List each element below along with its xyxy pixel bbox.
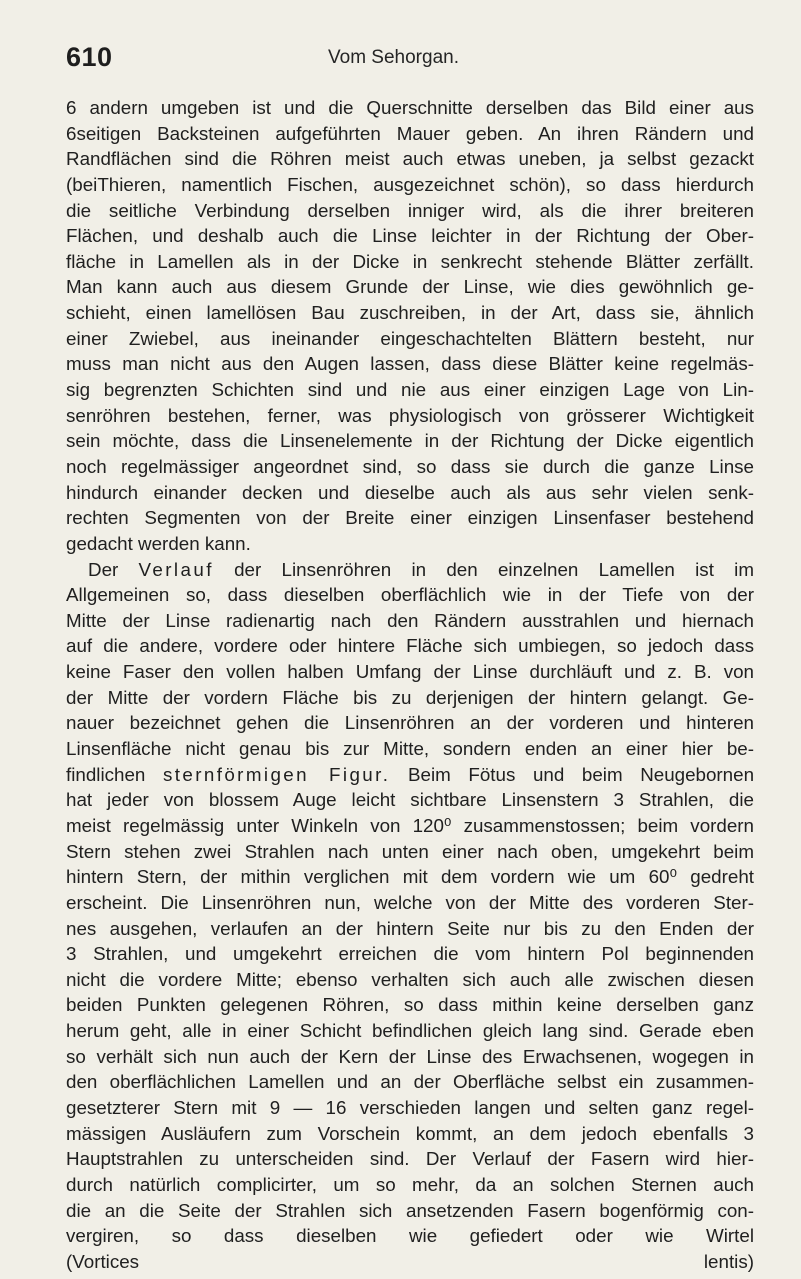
page-number: 610 — [66, 42, 113, 72]
text-line: Stern stehen zwei Strahlen nach unten einer nach oben, umgekehrt beim — [66, 840, 754, 862]
text-line: die an die Seite der Strahlen sich ansetzenden Fasern bogenförmig con- — [66, 1199, 754, 1221]
text-line: so verhält sich nun auch der Kern der Linse des Erwachsenen, wogegen in — [66, 1045, 754, 1067]
text-line: senröhren bestehen, ferner, was physiologisch von grösserer Wichtigkeit — [66, 404, 754, 426]
page-header — [66, 20, 756, 72]
text-line: Mitte der Linse radienartig nach den Rändern ausstrahlen und hiernach — [66, 609, 754, 631]
text-line: Linsenfläche nicht genau bis zur Mitte, sondern enden an einer hier be- — [66, 738, 754, 760]
emphasized-term: Verlauf — [138, 558, 214, 580]
text-line: keine Faser den vollen halben Umfang der Linse durchläuft und z. B. von — [66, 661, 754, 683]
text-line: Man kann auch aus diesem Grunde der Linse, wie dies gewöhnlich ge- — [66, 276, 754, 298]
text-line: sig begrenzten Schichten sind und nie aus einer einzigen Lage von Lin- — [66, 379, 754, 401]
text-line: schieht, einen lamellösen Bau zuschreiben, in der Art, dass sie, ähnlich — [66, 302, 754, 324]
text-line: durch natürlich complicirter, um so mehr, da an solchen Sternen auch — [66, 1173, 754, 1195]
text-fragment: Der — [88, 558, 119, 580]
paragraph-start-line — [66, 557, 754, 583]
text-line: hintern Stern, der mithin verglichen mit dem vordern wie um 60⁰ gedreht — [66, 866, 754, 888]
text-line: erscheint. Die Linsenröhren nun, welche von der Mitte des vorderen Ster- — [66, 891, 754, 913]
text-line: beiden Punkten gelegenen Röhren, so dass mithin keine derselben ganz — [66, 994, 754, 1016]
text-line: gesetzterer Stern mit 9 — 16 verschieden langen und selten ganz regel- — [66, 1096, 754, 1118]
text-line: einer Zwiebel, aus ineinander eingeschachtelten Blättern besteht, nur — [66, 327, 754, 349]
emphasized-term: sternförmigen Figur. — [162, 763, 391, 785]
text-line: auf die andere, vordere oder hintere Fläche sich umbiegen, so jedoch dass — [66, 635, 754, 657]
text-line: 3 Strahlen, und umgekehrt erreichen die vom hintern Pol beginnenden — [66, 943, 754, 965]
text-line: Allgemeinen so, dass dieselben oberflächlich wie in der Tiefe von der — [66, 584, 754, 606]
text-line: nicht die vordere Mitte; ebenso verhalten sich auch alle zwischen diesen — [66, 968, 754, 990]
text-fragment: Beim Fötus und beim Neugebornen — [407, 763, 755, 785]
text-line: sein möchte, dass die Linsenelemente in der Richtung der Dicke eigentlich — [66, 430, 754, 452]
text-line: nauer bezeichnet gehen die Linsenröhren an der vorderen und hinteren — [66, 712, 754, 734]
text-line: noch regelmässiger angeordnet sind, so dass sie durch die ganze Linse — [66, 455, 754, 477]
text-line: 6seitigen Backsteinen aufgeführten Mauer geben. An ihren Rändern und — [66, 122, 754, 144]
text-line-with-emphasis — [66, 762, 754, 788]
text-line: hat jeder von blossem Auge leicht sichtbare Linsenstern 3 Strahlen, die — [66, 789, 754, 811]
text-fragment: findlichen — [66, 763, 146, 785]
text-line: nes ausgehen, verlaufen an der hintern Seite nur bis zu den Enden der — [66, 917, 754, 939]
text-line: 6 andern umgeben ist und die Querschnitte derselben das Bild einer aus — [66, 97, 754, 118]
text-line: fläche in Lamellen als in der Dicke in senkrecht stehende Blätter zerfällt. — [66, 250, 754, 272]
text-line: den oberflächlichen Lamellen und an der Oberfläche selbst ein zusammen- — [66, 1071, 754, 1093]
text-line: die seitliche Verbindung derselben inniger wird, als die ihrer breiteren — [66, 199, 754, 221]
text-line-with-italic — [66, 1249, 754, 1275]
text-line: (beiThieren, namentlich Fischen, ausgezeichnet schön), so dass hierdurch — [66, 173, 754, 195]
text-line: Hauptstrahlen zu unterscheiden sind. Der Verlauf der Fasern wird hier- — [66, 1148, 754, 1170]
text-line: der Mitte der vordern Fläche bis zu derjenigen der hintern gelangt. Ge- — [66, 686, 754, 708]
text-line: hindurch einander decken und dieselbe auch als aus sehr vielen senk- — [66, 481, 754, 503]
text-line: vergiren, so dass dieselben wie gefiedert oder wie Wirtel — [66, 1225, 754, 1247]
text-line: mässigen Ausläufern zum Vorschein kommt, an dem jedoch ebenfalls 3 — [66, 1122, 754, 1144]
text-line: rechten Segmenten von der Breite einer einzigen Linsenfaser bestehend — [66, 507, 754, 529]
body-text — [66, 95, 754, 1274]
text-fragment: (Vortices lentis) — [66, 1250, 754, 1272]
text-line: gedacht werden kann. — [66, 532, 251, 554]
text-line: muss man nicht aus den Augen lassen, dass diese Blätter keine regelmäs- — [66, 353, 754, 375]
text-line: meist regelmässig unter Winkeln von 120⁰ zusammenstossen; beim vordern — [66, 814, 754, 836]
text-line: Flächen, und deshalb auch die Linse leichter in der Richtung der Ober- — [66, 225, 754, 247]
text-fragment: der Linsenröhren in den einzelnen Lamellen ist im — [234, 558, 755, 580]
running-title: Vom Sehorgan. — [328, 47, 459, 68]
text-line: herum geht, alle in einer Schicht befindlichen gleich lang sind. Gerade eben — [66, 1020, 754, 1042]
text-line: Randflächen sind die Röhren meist auch etwas uneben, ja selbst gezackt — [66, 148, 754, 170]
